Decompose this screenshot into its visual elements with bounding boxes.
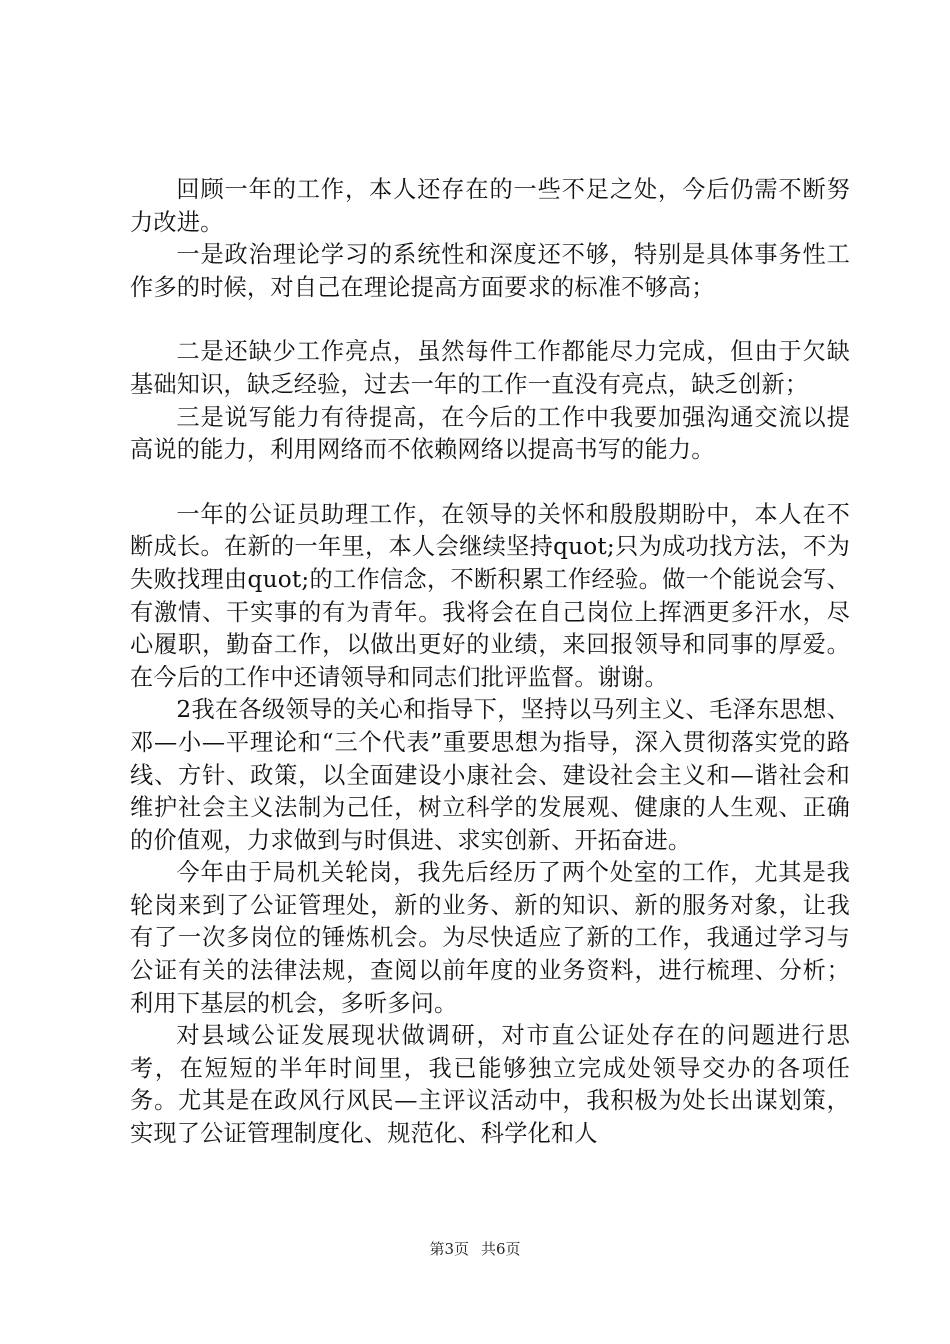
paragraph-section-two-intro: 2我在各级领导的关心和指导下，坚持以马列主义、毛泽东思想、邓—小—平理论和“三个代表”重要思想为指导，深入贯彻落实党的路线、方针、政策，以全面建设小康社会、建设社会主义和—谐社会和维护社会主义法制为己任，树立科学的发展观、健康的人生观、正确的价值观，力求做到与时俱进、求实创新、开拓奋进。 bbox=[130, 696, 850, 854]
page-total: 共6页 bbox=[481, 1240, 521, 1258]
paragraph-closing: 一年的公证员助理工作，在领导的关怀和殷殷期盼中，本人在不断成长。在新的一年里，本人会继续坚持quot;只为成功找方法，不为失败找理由quot;的工作信念，不断积累工作经验。做一个能说会写、有激情、干实事的有为青年。我将会在自己岗位上挥洒更多汗水，尽心履职，勤奋工作，以做出更好的业绩，来回报领导和同事的厚爱。在今后的工作中还请领导和同志们批评监督。谢谢。 bbox=[130, 500, 850, 691]
paragraph-shortcomings-intro: 回顾一年的工作，本人还存在的一些不足之处，今后仍需不断努力改进。 bbox=[130, 176, 850, 236]
page-number: 第3页 bbox=[429, 1240, 469, 1258]
document-body bbox=[130, 174, 850, 1151]
paragraph-point-two: 二是还缺少工作亮点，虽然每件工作都能尽力完成，但由于欠缺基础知识，缺乏经验，过去一年的工作一直没有亮点，缺乏创新； bbox=[130, 338, 850, 398]
paragraph-point-three: 三是说写能力有待提高，在今后的工作中我要加强沟通交流以提高说的能力，利用网络而不依赖网络以提高书写的能力。 bbox=[130, 403, 850, 464]
paragraph-point-one: 一是政治理论学习的系统性和深度还不够，特别是具体事务性工作多的时候，对自己在理论提高方面要求的标准不够高； bbox=[130, 241, 850, 301]
page-footer bbox=[0, 1239, 950, 1259]
paragraph-rotation: 今年由于局机关轮岗，我先后经历了两个处室的工作，尤其是我轮岗来到了公证管理处，新的业务、新的知识、新的服务对象，让我有了一次多岗位的锤炼机会。为尽快适应了新的工作，我通过学习与公证有关的法律法规，查阅以前年度的业务资料，进行梳理、分析；利用下基层的机会，多听多问。 bbox=[130, 859, 850, 1017]
paragraph-research: 对县域公证发展现状做调研，对市直公证处存在的问题进行思考，在短短的半年时间里，我已能够独立完成处领导交办的各项任务。尤其是在政风行风民—主评议活动中，我积极为处长出谋划策，实现了公证管理制度化、规范化、科学化和人 bbox=[130, 1022, 850, 1148]
